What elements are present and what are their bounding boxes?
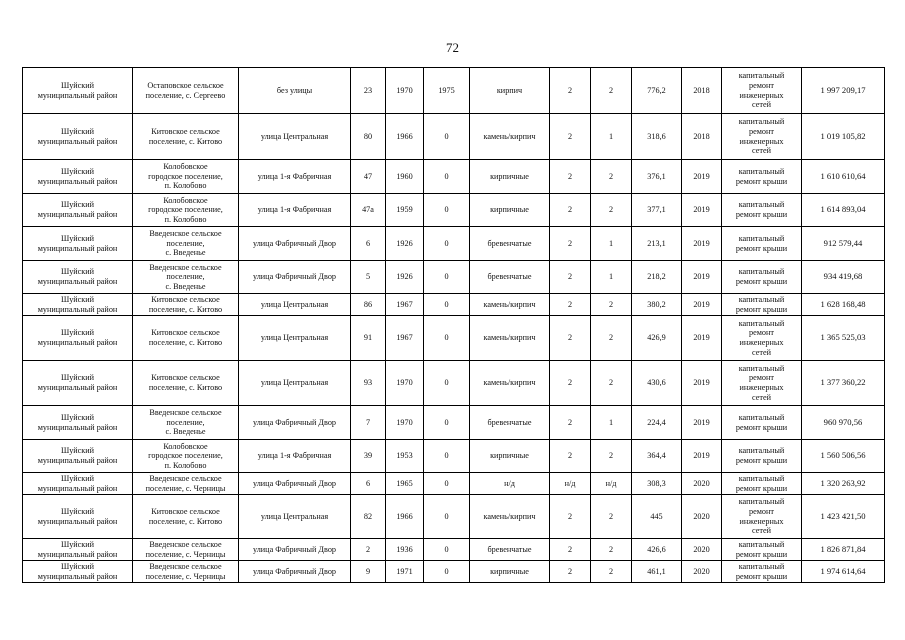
wall-material-cell: бревенчатые: [470, 261, 550, 294]
entrances-cell: н/д: [591, 473, 632, 495]
wall-material-cell: кирпич: [470, 68, 550, 114]
work-type-cell: капитальный ремонт крыши: [722, 440, 802, 473]
settlement-cell: Китовское сельское поселение, с. Китово: [133, 294, 239, 316]
floors-cell: 2: [550, 406, 591, 440]
street-cell: улица Центральная: [239, 361, 351, 406]
table-row: [23, 561, 885, 583]
floors-cell: 2: [550, 160, 591, 194]
wall-material-cell: камень/кирпич: [470, 316, 550, 361]
overhaul-year-cell: 0: [424, 561, 470, 583]
street-cell: улица Фабричный Двор: [239, 261, 351, 294]
wall-material-cell: кирпичные: [470, 160, 550, 194]
work-type-cell: капитальный ремонт крыши: [722, 294, 802, 316]
settlement-cell: Колобовское городское поселение, п. Колобово: [133, 440, 239, 473]
table-row: [23, 539, 885, 561]
cost-cell: 1 610 610,64: [802, 160, 885, 194]
table-row: [23, 473, 885, 495]
floors-cell: 2: [550, 561, 591, 583]
work-type-cell: капитальный ремонт крыши: [722, 561, 802, 583]
cost-cell: 1 628 168,48: [802, 294, 885, 316]
page-number: 72: [446, 40, 459, 55]
area-cell: 380,2: [632, 294, 682, 316]
floors-cell: 2: [550, 361, 591, 406]
overhaul-year-cell: 0: [424, 160, 470, 194]
settlement-cell: Китовское сельское поселение, с. Китово: [133, 114, 239, 160]
build-year-cell: 1967: [386, 294, 424, 316]
work-type-cell: капитальный ремонт инженерных сетей: [722, 114, 802, 160]
table-row: [23, 68, 885, 114]
settlement-cell: Введенское сельское поселение, с. Черницы: [133, 473, 239, 495]
plan-year-cell: 2019: [682, 406, 722, 440]
floors-cell: 2: [550, 316, 591, 361]
street-cell: улица Центральная: [239, 294, 351, 316]
area-cell: 776,2: [632, 68, 682, 114]
street-cell: улица Центральная: [239, 316, 351, 361]
build-year-cell: 1966: [386, 114, 424, 160]
street-cell: улица Фабричный Двор: [239, 539, 351, 561]
street-cell: улица Фабричный Двор: [239, 473, 351, 495]
settlement-cell: Китовское сельское поселение, с. Китово: [133, 316, 239, 361]
build-year-cell: 1967: [386, 316, 424, 361]
entrances-cell: 1: [591, 261, 632, 294]
floors-cell: 2: [550, 294, 591, 316]
settlement-cell: Введенское сельское поселение, с. Черницы: [133, 539, 239, 561]
entrances-cell: 2: [591, 316, 632, 361]
floors-cell: 2: [550, 68, 591, 114]
settlement-cell: Китовское сельское поселение, с. Китово: [133, 361, 239, 406]
entrances-cell: 1: [591, 227, 632, 261]
cost-cell: 1 997 209,17: [802, 68, 885, 114]
build-year-cell: 1926: [386, 261, 424, 294]
floors-cell: 2: [550, 114, 591, 160]
wall-material-cell: н/д: [470, 473, 550, 495]
floors-cell: 2: [550, 261, 591, 294]
house-number-cell: 7: [351, 406, 386, 440]
house-number-cell: 5: [351, 261, 386, 294]
build-year-cell: 1953: [386, 440, 424, 473]
area-cell: 318,6: [632, 114, 682, 160]
house-number-cell: 47: [351, 160, 386, 194]
build-year-cell: 1959: [386, 194, 424, 227]
table-row: [23, 194, 885, 227]
area-cell: 224,4: [632, 406, 682, 440]
street-cell: улица Центральная: [239, 495, 351, 539]
table-row: [23, 261, 885, 294]
cost-cell: 1 377 360,22: [802, 361, 885, 406]
table-row: [23, 114, 885, 160]
entrances-cell: 2: [591, 160, 632, 194]
area-cell: 213,1: [632, 227, 682, 261]
plan-year-cell: 2018: [682, 114, 722, 160]
overhaul-year-cell: 0: [424, 495, 470, 539]
work-type-cell: капитальный ремонт инженерных сетей: [722, 361, 802, 406]
house-number-cell: 9: [351, 561, 386, 583]
cost-cell: 1 019 105,82: [802, 114, 885, 160]
district-cell: Шуйский муниципальный район: [23, 160, 133, 194]
plan-year-cell: 2020: [682, 539, 722, 561]
plan-year-cell: 2020: [682, 495, 722, 539]
area-cell: 430,6: [632, 361, 682, 406]
wall-material-cell: кирпичные: [470, 194, 550, 227]
build-year-cell: 1970: [386, 68, 424, 114]
overhaul-year-cell: 0: [424, 361, 470, 406]
overhaul-year-cell: 0: [424, 473, 470, 495]
build-year-cell: 1965: [386, 473, 424, 495]
overhaul-year-cell: 0: [424, 194, 470, 227]
settlement-cell: Колобовское городское поселение, п. Колобово: [133, 194, 239, 227]
wall-material-cell: камень/кирпич: [470, 495, 550, 539]
table-row: [23, 160, 885, 194]
wall-material-cell: камень/кирпич: [470, 114, 550, 160]
work-type-cell: капитальный ремонт инженерных сетей: [722, 68, 802, 114]
overhaul-year-cell: 0: [424, 114, 470, 160]
district-cell: Шуйский муниципальный район: [23, 440, 133, 473]
plan-year-cell: 2020: [682, 561, 722, 583]
table-row: [23, 316, 885, 361]
district-cell: Шуйский муниципальный район: [23, 316, 133, 361]
house-number-cell: 39: [351, 440, 386, 473]
table-row: [23, 294, 885, 316]
housing-registry-table: [22, 67, 885, 583]
district-cell: Шуйский муниципальный район: [23, 539, 133, 561]
work-type-cell: капитальный ремонт инженерных сетей: [722, 495, 802, 539]
overhaul-year-cell: 0: [424, 406, 470, 440]
plan-year-cell: 2019: [682, 160, 722, 194]
cost-cell: 960 970,56: [802, 406, 885, 440]
work-type-cell: капитальный ремонт крыши: [722, 473, 802, 495]
settlement-cell: Введенское сельское поселение, с. Введенье: [133, 227, 239, 261]
plan-year-cell: 2019: [682, 227, 722, 261]
cost-cell: 1 423 421,50: [802, 495, 885, 539]
house-number-cell: 80: [351, 114, 386, 160]
cost-cell: 1 560 506,56: [802, 440, 885, 473]
entrances-cell: 1: [591, 114, 632, 160]
floors-cell: 2: [550, 194, 591, 227]
table-row: [23, 440, 885, 473]
street-cell: улица Центральная: [239, 114, 351, 160]
wall-material-cell: кирпичные: [470, 561, 550, 583]
overhaul-year-cell: 0: [424, 227, 470, 261]
cost-cell: 1 320 263,92: [802, 473, 885, 495]
floors-cell: 2: [550, 227, 591, 261]
floors-cell: 2: [550, 440, 591, 473]
work-type-cell: капитальный ремонт крыши: [722, 194, 802, 227]
street-cell: улица 1-я Фабричная: [239, 194, 351, 227]
wall-material-cell: камень/кирпич: [470, 361, 550, 406]
house-number-cell: 82: [351, 495, 386, 539]
area-cell: 218,2: [632, 261, 682, 294]
work-type-cell: капитальный ремонт крыши: [722, 261, 802, 294]
house-number-cell: 86: [351, 294, 386, 316]
cost-cell: 1 826 871,84: [802, 539, 885, 561]
settlement-cell: Введенское сельское поселение, с. Черницы: [133, 561, 239, 583]
plan-year-cell: 2019: [682, 361, 722, 406]
plan-year-cell: 2019: [682, 294, 722, 316]
entrances-cell: 1: [591, 406, 632, 440]
cost-cell: 1 365 525,03: [802, 316, 885, 361]
entrances-cell: 2: [591, 561, 632, 583]
settlement-cell: Введенское сельское поселение, с. Введенье: [133, 406, 239, 440]
street-cell: улица 1-я Фабричная: [239, 440, 351, 473]
cost-cell: 1 614 893,04: [802, 194, 885, 227]
build-year-cell: 1971: [386, 561, 424, 583]
table-row: [23, 361, 885, 406]
house-number-cell: 91: [351, 316, 386, 361]
wall-material-cell: бревенчатые: [470, 539, 550, 561]
plan-year-cell: 2019: [682, 440, 722, 473]
district-cell: Шуйский муниципальный район: [23, 495, 133, 539]
plan-year-cell: 2019: [682, 316, 722, 361]
area-cell: 308,3: [632, 473, 682, 495]
overhaul-year-cell: 0: [424, 261, 470, 294]
street-cell: улица Фабричный Двор: [239, 227, 351, 261]
district-cell: Шуйский муниципальный район: [23, 261, 133, 294]
street-cell: улица 1-я Фабричная: [239, 160, 351, 194]
build-year-cell: 1970: [386, 361, 424, 406]
area-cell: 426,6: [632, 539, 682, 561]
build-year-cell: 1966: [386, 495, 424, 539]
plan-year-cell: 2018: [682, 68, 722, 114]
overhaul-year-cell: 0: [424, 294, 470, 316]
district-cell: Шуйский муниципальный район: [23, 68, 133, 114]
house-number-cell: 2: [351, 539, 386, 561]
overhaul-year-cell: 0: [424, 316, 470, 361]
district-cell: Шуйский муниципальный район: [23, 294, 133, 316]
build-year-cell: 1936: [386, 539, 424, 561]
wall-material-cell: бревенчатые: [470, 406, 550, 440]
cost-cell: 934 419,68: [802, 261, 885, 294]
cost-cell: 912 579,44: [802, 227, 885, 261]
wall-material-cell: кирпичные: [470, 440, 550, 473]
wall-material-cell: камень/кирпич: [470, 294, 550, 316]
plan-year-cell: 2020: [682, 473, 722, 495]
area-cell: 461,1: [632, 561, 682, 583]
settlement-cell: Китовское сельское поселение, с. Китово: [133, 495, 239, 539]
table-row: [23, 227, 885, 261]
work-type-cell: капитальный ремонт крыши: [722, 539, 802, 561]
street-cell: без улицы: [239, 68, 351, 114]
plan-year-cell: 2019: [682, 261, 722, 294]
street-cell: улица Фабричный Двор: [239, 406, 351, 440]
district-cell: Шуйский муниципальный район: [23, 194, 133, 227]
settlement-cell: Остаповское сельское поселение, с. Сергеево: [133, 68, 239, 114]
entrances-cell: 2: [591, 495, 632, 539]
build-year-cell: 1926: [386, 227, 424, 261]
table-row: [23, 406, 885, 440]
area-cell: 377,1: [632, 194, 682, 227]
house-number-cell: 6: [351, 227, 386, 261]
district-cell: Шуйский муниципальный район: [23, 473, 133, 495]
area-cell: 445: [632, 495, 682, 539]
area-cell: 376,1: [632, 160, 682, 194]
cost-cell: 1 974 614,64: [802, 561, 885, 583]
district-cell: Шуйский муниципальный район: [23, 406, 133, 440]
entrances-cell: 2: [591, 361, 632, 406]
district-cell: Шуйский муниципальный район: [23, 227, 133, 261]
area-cell: 426,9: [632, 316, 682, 361]
house-number-cell: 93: [351, 361, 386, 406]
wall-material-cell: бревенчатые: [470, 227, 550, 261]
entrances-cell: 2: [591, 194, 632, 227]
work-type-cell: капитальный ремонт крыши: [722, 160, 802, 194]
district-cell: Шуйский муниципальный район: [23, 361, 133, 406]
work-type-cell: капитальный ремонт крыши: [722, 227, 802, 261]
overhaul-year-cell: 1975: [424, 68, 470, 114]
district-cell: Шуйский муниципальный район: [23, 114, 133, 160]
build-year-cell: 1960: [386, 160, 424, 194]
overhaul-year-cell: 0: [424, 539, 470, 561]
house-number-cell: 23: [351, 68, 386, 114]
district-cell: Шуйский муниципальный район: [23, 561, 133, 583]
entrances-cell: 2: [591, 539, 632, 561]
work-type-cell: капитальный ремонт инженерных сетей: [722, 316, 802, 361]
entrances-cell: 2: [591, 440, 632, 473]
street-cell: улица Фабричный Двор: [239, 561, 351, 583]
house-number-cell: 6: [351, 473, 386, 495]
floors-cell: 2: [550, 495, 591, 539]
plan-year-cell: 2019: [682, 194, 722, 227]
work-type-cell: капитальный ремонт крыши: [722, 406, 802, 440]
floors-cell: 2: [550, 539, 591, 561]
table-row: [23, 495, 885, 539]
entrances-cell: 2: [591, 294, 632, 316]
build-year-cell: 1970: [386, 406, 424, 440]
area-cell: 364,4: [632, 440, 682, 473]
settlement-cell: Введенское сельское поселение, с. Введенье: [133, 261, 239, 294]
entrances-cell: 2: [591, 68, 632, 114]
overhaul-year-cell: 0: [424, 440, 470, 473]
house-number-cell: 47а: [351, 194, 386, 227]
table-body: [23, 68, 885, 583]
settlement-cell: Колобовское городское поселение, п. Колобово: [133, 160, 239, 194]
floors-cell: н/д: [550, 473, 591, 495]
